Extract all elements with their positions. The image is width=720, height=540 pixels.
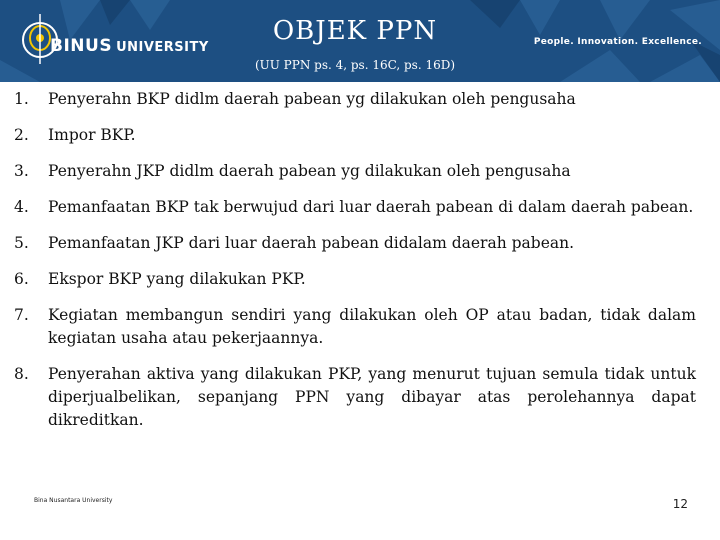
list-item-number: 7. [14,306,29,324]
logo-wordmark [50,36,209,56]
list-item-text: Penyerahn BKP didlm daerah pabean yg dilakukan oleh pengusaha [48,90,576,108]
list-item-number: 4. [14,198,29,216]
logo-suffix: UNIVERSITY [116,40,209,55]
footer-institution: Bina Nusantara University [34,497,113,504]
list-item-number: 6. [14,270,29,288]
list-item-number: 8. [14,365,29,383]
page-subtitle: (UU PPN ps. 4, ps. 16C, ps. 16D) [254,58,456,72]
list-item [14,363,696,432]
list-item [14,160,696,183]
list-item-text: Kegiatan membangun sendiri yang dilakukan oleh OP atau badan, tidak dalam kegiatan usaha atau pekerjaannya. [48,306,696,347]
list-item-number: 3. [14,162,29,180]
list-item-text: Pemanfaatan JKP dari luar daerah pabean didalam daerah pabean. [48,234,575,252]
list-item-number: 1. [14,90,29,108]
item-list [14,88,696,445]
list-item-text: Pemanfaatan BKP tak berwujud dari luar daerah pabean di dalam daerah pabean. [48,198,694,216]
list-item-number: 5. [14,234,29,252]
list-item-text: Penyerahan aktiva yang dilakukan PKP, yang menurut tujuan semula tidak untuk diperjualbelikan, sepanjang PPN yang dibayar atas perolehannya dapat dikreditkan. [48,365,696,429]
list-item [14,88,696,111]
logo-word: BINUS [50,36,113,56]
list-item [14,268,696,291]
page-title: OBJEK PPN [272,16,438,46]
header-banner [0,0,720,82]
page-number: 12 [672,497,688,511]
list-item-number: 2. [14,126,29,144]
tagline: People. Innovation. Excellence. [533,37,702,47]
list-item [14,124,696,147]
list-item [14,232,696,255]
list-item-text: Impor BKP. [48,126,136,144]
list-item [14,196,696,219]
list-item [14,304,696,350]
list-item-text: Penyerahn JKP didlm daerah pabean yg dilakukan oleh pengusaha [48,162,571,180]
list-item-text: Ekspor BKP yang dilakukan PKP. [48,270,306,288]
